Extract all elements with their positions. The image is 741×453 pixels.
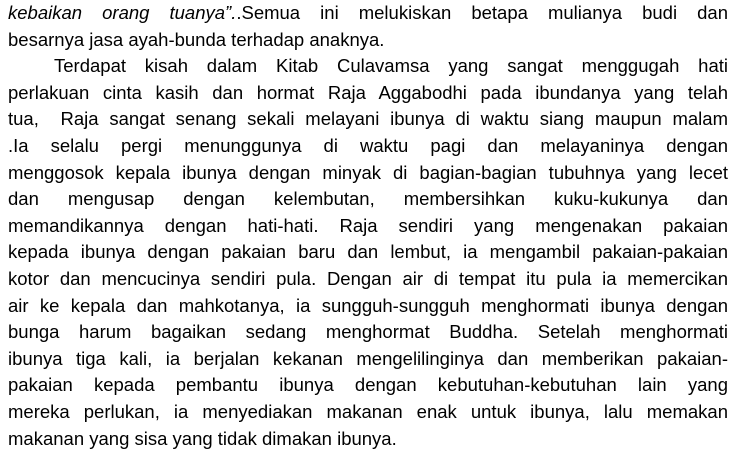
italic-text-segment: kebaikan orang tuanya”. [8, 2, 237, 23]
text-line-17 [8, 426, 728, 453]
text-line-15 [8, 372, 728, 399]
text-line-10 [8, 239, 728, 266]
text-segment: kotor dan mencucinya sendiri pula. Dengan air di tempat itu pula ia memercikan [8, 267, 728, 289]
text-line-3 [8, 53, 728, 80]
text-segment: makanan yang sisa yang tidak dimakan ibunya. [8, 427, 397, 449]
text-line-13 [8, 319, 728, 346]
text-segment: besarnya jasa ayah-bunda terhadap anaknya. [8, 28, 385, 50]
text-line-9 [8, 213, 728, 240]
text-segment: memandikannya dengan hati-hati. Raja sendiri yang mengenakan pakaian [8, 214, 728, 236]
text-segment: menggosok kepala ibunya dengan minyak di bagian-bagian tubuhnya yang lecet [8, 161, 728, 183]
text-line-7 [8, 160, 728, 187]
text-segment: tua, Raja sangat senang sekali melayani ibunya di waktu siang maupun malam [8, 108, 728, 130]
text-segment: dan mengusap dengan kelembutan, membersihkan kuku-kukunya dan [8, 188, 728, 210]
text-segment: pakaian kepada pembantu ibunya dengan kebutuhan-kebutuhan lain yang [8, 374, 728, 396]
text-line-1 [8, 0, 728, 27]
text-line-4 [8, 80, 728, 107]
text-segment: kepada ibunya dengan pakaian baru dan lembut, ia mengambil pakaian-pakaian [8, 241, 728, 263]
text-segment: mereka perlukan, ia menyediakan makanan enak untuk ibunya, lalu memakan [8, 400, 728, 422]
text-line-2 [8, 27, 728, 54]
text-segment: .Semua ini melukiskan betapa mulianya budi dan [236, 2, 728, 23]
text-segment: bunga harum bagaikan sedang menghormat Buddha. Setelah menghormati [8, 321, 728, 343]
text-line-6 [8, 133, 728, 160]
text-line-16 [8, 399, 728, 426]
text-segment: Terdapat kisah dalam Kitab Culavamsa yang sangat menggugah hati [54, 55, 728, 77]
text-line-8 [8, 186, 728, 213]
text-segment: ibunya tiga kali, ia berjalan kekanan mengelilinginya dan memberikan pakaian- [8, 347, 728, 369]
text-segment: .Ia selalu pergi menunggunya di waktu pagi dan melayaninya dengan [8, 134, 728, 156]
document-text [8, 0, 728, 452]
text-line-12 [8, 293, 728, 320]
text-line-5 [8, 106, 728, 133]
text-line-11 [8, 266, 728, 293]
text-line-14 [8, 346, 728, 373]
text-segment: air ke kepala dan mahkotanya, ia sungguh-sungguh menghormati ibunya dengan [8, 294, 728, 316]
text-segment: perlakuan cinta kasih dan hormat Raja Aggabodhi pada ibundanya yang telah [8, 81, 728, 103]
